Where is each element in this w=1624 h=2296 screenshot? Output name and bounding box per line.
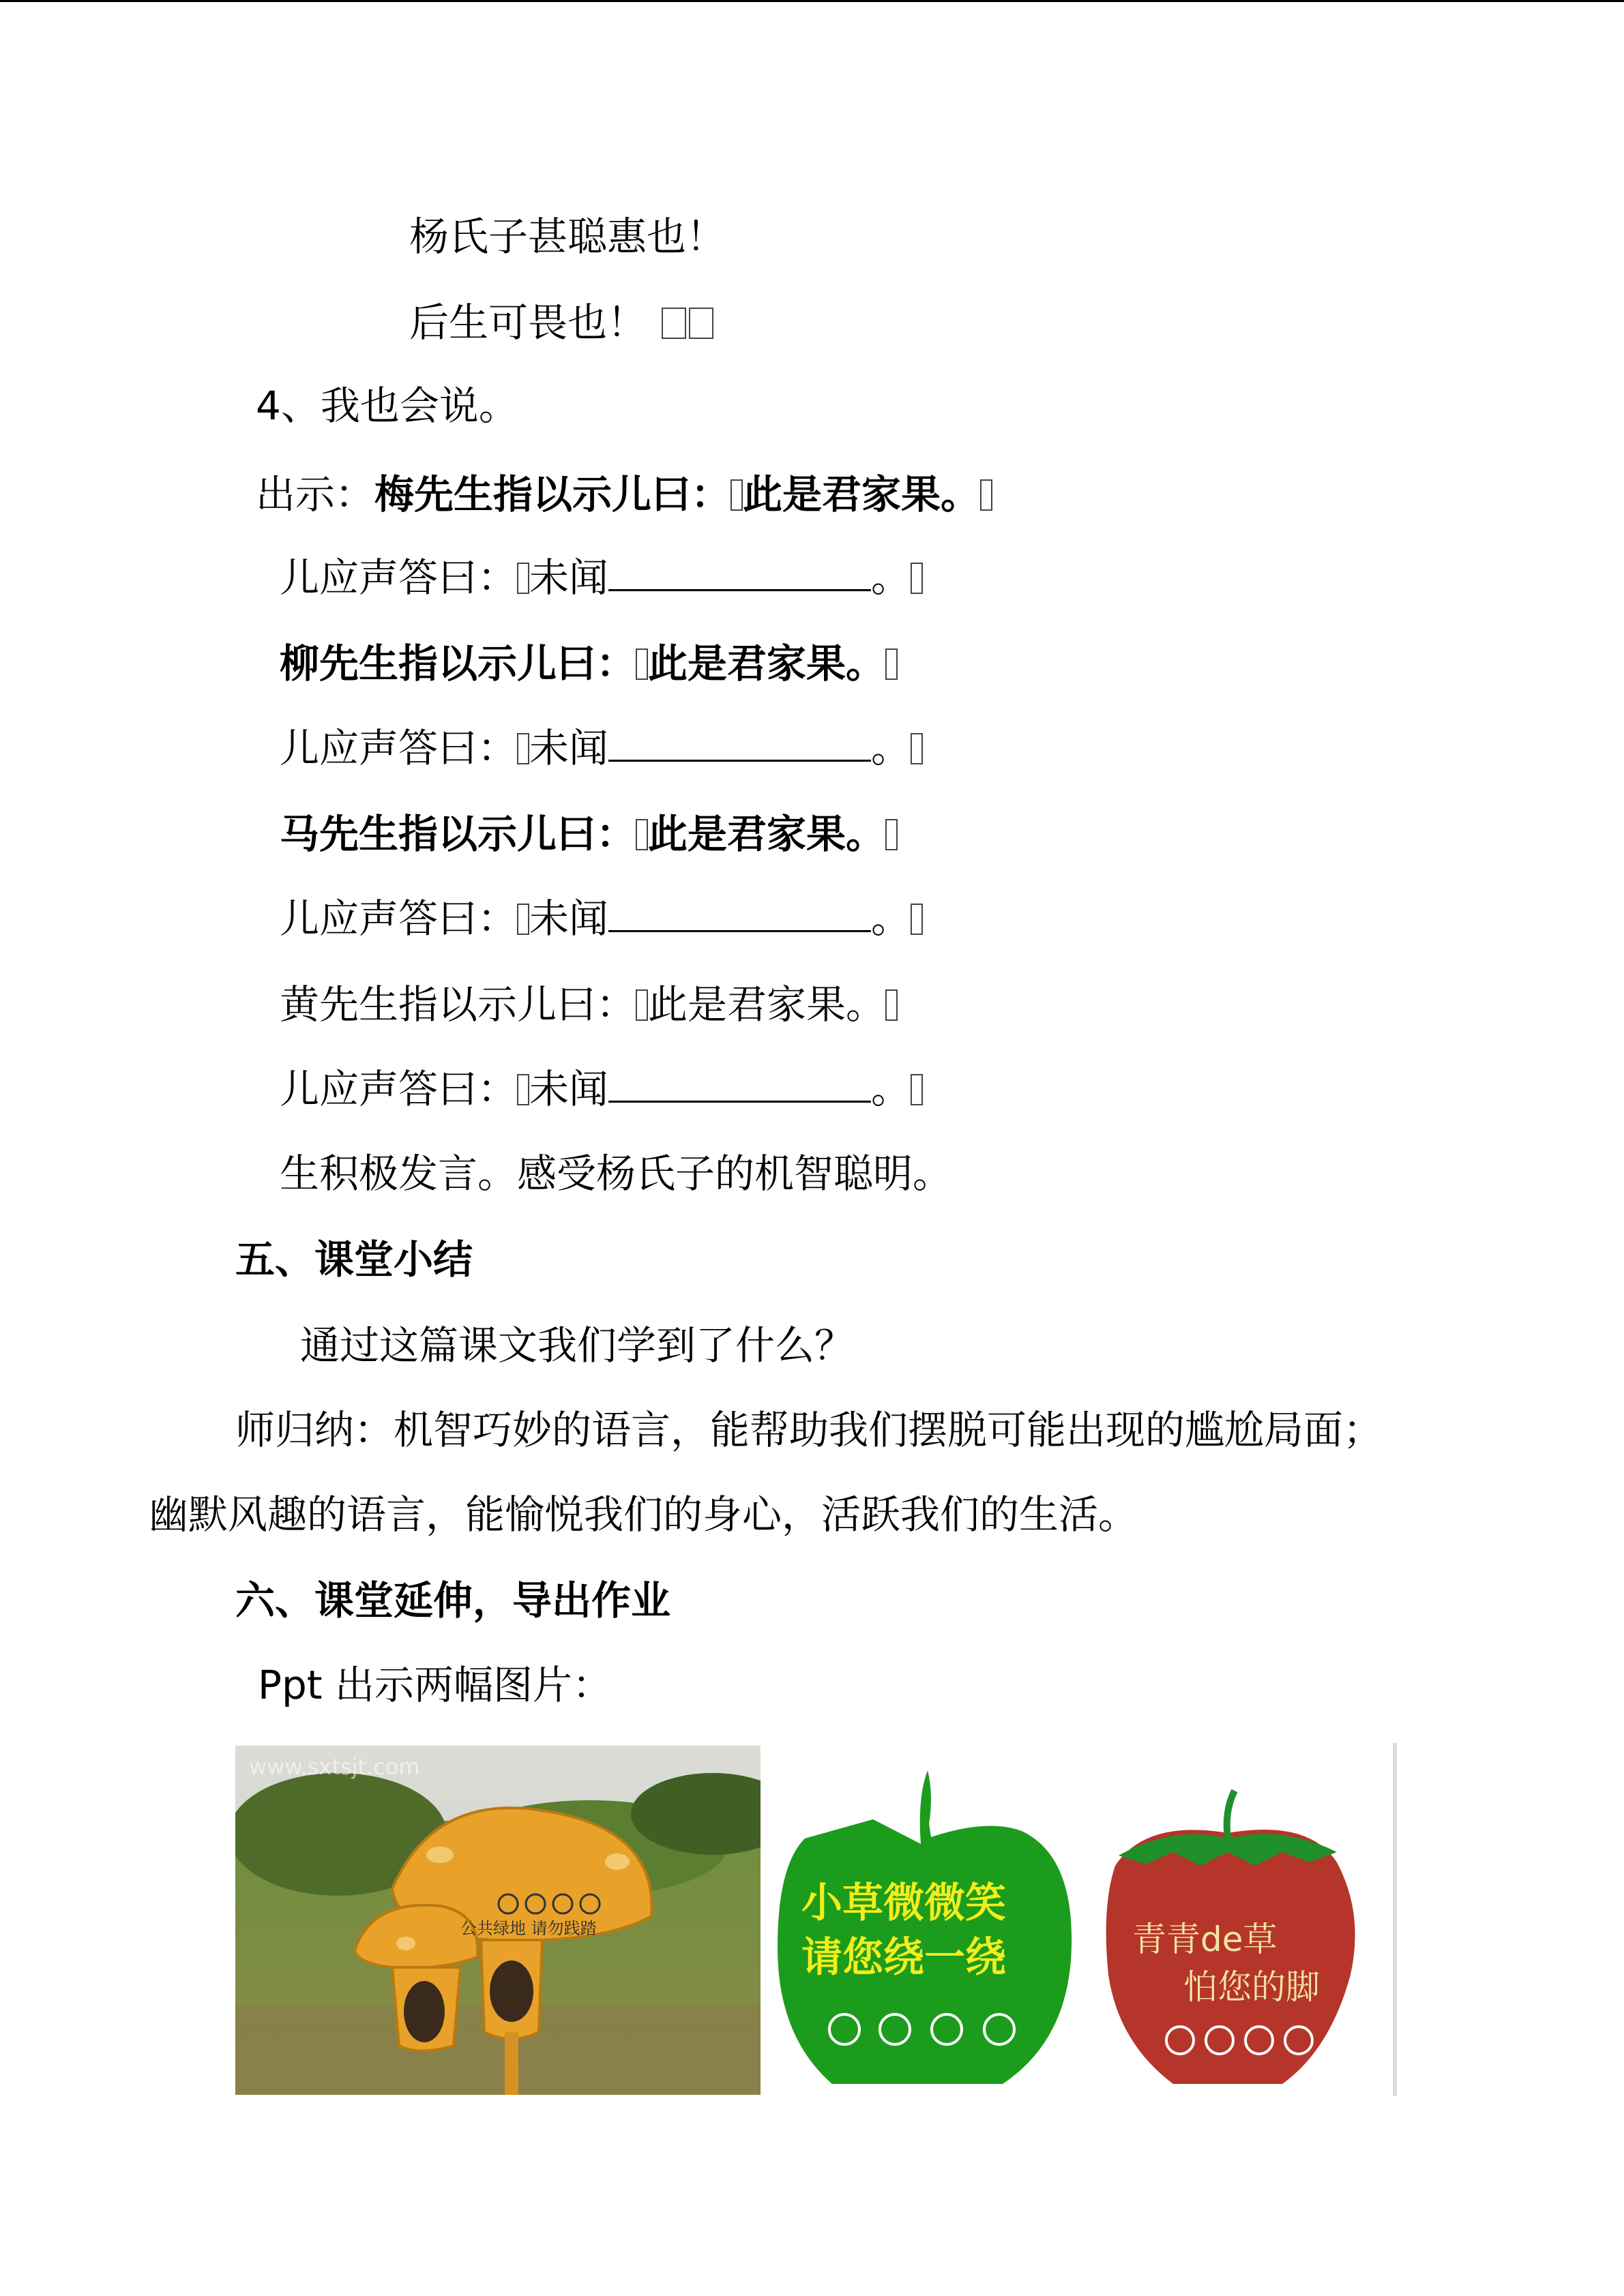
teacher-quote: 此是君家果。 bbox=[648, 640, 886, 687]
placeholder-box bbox=[911, 904, 923, 935]
summary-line-1: 师归纳：机智巧妙的语言，能帮助我们摆脱可能出现的尴尬局面； bbox=[235, 1407, 1383, 1453]
section-5-heading: 五、课堂小结 bbox=[235, 1236, 473, 1283]
teacher-line: 马先生指以示儿曰： bbox=[280, 811, 636, 857]
apple-text-2: 请您绕一绕 bbox=[801, 1934, 1006, 1982]
answer-prefix: 儿应声答曰： bbox=[280, 554, 518, 601]
placeholder-box bbox=[911, 1074, 923, 1105]
strawberry-text-2: 怕您的脚 bbox=[1183, 1967, 1320, 2007]
answer-end: 。 bbox=[871, 554, 911, 601]
teacher-line: 柳先生指以示儿曰： bbox=[280, 640, 636, 687]
placeholder-box bbox=[517, 1074, 529, 1105]
photo-fruit-signs-svg bbox=[764, 1743, 1402, 2096]
answer-line bbox=[280, 554, 923, 601]
answer-prefix: 儿应声答曰： bbox=[280, 725, 518, 771]
answer-line bbox=[280, 1065, 923, 1113]
placeholder-box bbox=[662, 308, 686, 339]
teacher-line: 梅先生指以示儿曰： bbox=[374, 471, 731, 518]
answer-end: 。 bbox=[871, 895, 911, 942]
placeholder-box bbox=[911, 733, 923, 764]
answer-line bbox=[280, 895, 923, 942]
teacher-quote: 此是君家果。 bbox=[648, 811, 886, 857]
ppt-line: Ppt 出示两幅图片： bbox=[258, 1662, 612, 1708]
answer-prefix: 儿应声答曰： bbox=[280, 895, 518, 942]
answer-mid: 未闻 bbox=[529, 895, 609, 942]
placeholder-box bbox=[911, 563, 923, 594]
placeholder-box bbox=[730, 479, 743, 511]
apple-text-1: 小草微微笑 bbox=[801, 1879, 1006, 1927]
watermark-text: www.sxtsjt.com bbox=[249, 1754, 420, 1780]
placeholder-box bbox=[885, 648, 898, 680]
placeholder-box bbox=[636, 648, 648, 680]
line-praise: 杨氏子甚聪惠也！ bbox=[409, 213, 726, 260]
placeholder-box bbox=[885, 989, 898, 1021]
photo-mushroom-sign-svg bbox=[235, 1746, 761, 2095]
show-label: 出示： bbox=[256, 471, 375, 518]
answer-mid: 未闻 bbox=[529, 1066, 609, 1112]
line-students: 生积极发言。感受杨氏子的机智聪明。 bbox=[280, 1150, 953, 1197]
answer-mid: 未闻 bbox=[529, 554, 609, 601]
placeholder-box bbox=[636, 989, 648, 1021]
placeholder-box bbox=[517, 904, 529, 935]
line-show bbox=[256, 471, 992, 518]
line-later bbox=[409, 299, 713, 346]
placeholder-box bbox=[517, 733, 529, 764]
placeholder-box bbox=[517, 563, 529, 594]
photo-fruit-signs bbox=[764, 1743, 1402, 2096]
placeholder-box bbox=[636, 819, 648, 850]
line-huang bbox=[280, 981, 898, 1028]
section-6-heading: 六、课堂延伸，导出作业 bbox=[235, 1577, 671, 1624]
answer-blank[interactable] bbox=[608, 554, 871, 591]
summary-line-2: 幽默风趣的语言，能愉悦我们的身心，活跃我们的生活。 bbox=[149, 1491, 1138, 1538]
photo-mushroom-sign bbox=[235, 1746, 761, 2095]
placeholder-box bbox=[689, 308, 713, 339]
line-later-text: 后生可畏也！ bbox=[409, 299, 647, 346]
teacher-line: 黄先生指以示儿曰： bbox=[280, 981, 636, 1028]
answer-end: 。 bbox=[871, 1066, 911, 1112]
sign-text: 公共绿地 请勿践踏 bbox=[460, 1919, 597, 1938]
question-line: 通过这篇课文我们学到了什么？ bbox=[300, 1322, 855, 1369]
line-liu bbox=[280, 640, 898, 687]
placeholder-box bbox=[885, 819, 898, 850]
line-ma bbox=[280, 810, 898, 858]
teacher-quote: 此是君家果。 bbox=[648, 981, 886, 1028]
top-border bbox=[0, 0, 1624, 2]
answer-mid: 未闻 bbox=[529, 725, 609, 771]
teacher-quote: 此是君家果。 bbox=[743, 471, 981, 518]
section-4-heading: 4、我也会说。 bbox=[256, 383, 518, 429]
placeholder-box bbox=[980, 479, 992, 511]
answer-prefix: 儿应声答曰： bbox=[280, 1066, 518, 1112]
answer-line bbox=[280, 724, 923, 772]
answer-blank[interactable] bbox=[608, 724, 871, 762]
strawberry-text-1: 青青de草 bbox=[1132, 1920, 1278, 1959]
answer-blank[interactable] bbox=[608, 1065, 871, 1103]
answer-blank[interactable] bbox=[608, 895, 871, 932]
answer-end: 。 bbox=[871, 725, 911, 771]
